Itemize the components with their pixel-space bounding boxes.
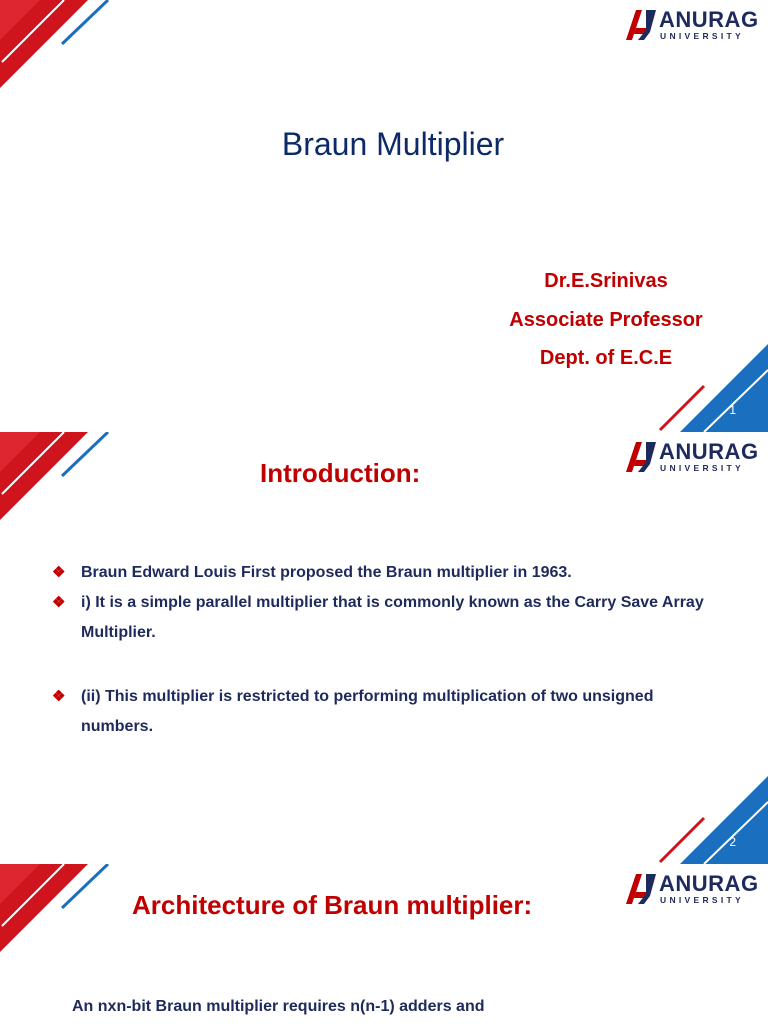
logo-wordmark: ANURAG [659,7,759,32]
corner-decoration-bottom-right [658,342,768,432]
presenter-role: Associate Professor [509,308,703,331]
list-item [52,558,720,588]
logo-mark-icon [626,874,658,904]
slide-3 [0,864,768,1024]
list-item-text: i) It is a simple parallel multiplier that is commonly known as the Carry Save Array Multiplier. [81,594,704,641]
logo-subtitle: UNIVERSITY [660,31,745,41]
logo-subtitle: UNIVERSITY [660,463,745,473]
page-number: 2 [729,835,736,849]
corner-decoration-top-left [0,0,110,90]
slide-title: Braun Multiplier [281,126,505,162]
slide-title: Architecture of Braun multiplier: [132,890,533,920]
corner-decoration-bottom-right [658,774,768,864]
logo-mark-icon [626,442,658,472]
slide-1 [0,0,768,432]
body-text: An nxn-bit Braun multiplier requires n(n-1) adders and [72,998,485,1015]
corner-decoration-top-left [0,864,110,954]
presenter-name: Dr.E.Srinivas [544,270,668,292]
diamond-bullet-icon: ❖ [52,564,66,581]
list-item [52,588,720,648]
logo-subtitle: UNIVERSITY [660,895,745,905]
list-item-text: (ii) This multiplier is restricted to performing multiplication of two unsigned numbers. [81,688,654,735]
university-logo [626,872,758,906]
diamond-bullet-icon: ❖ [52,594,66,611]
university-logo [626,8,758,42]
corner-decoration-top-left [0,432,110,522]
presenter-dept: Dept. of E.C.E [539,347,673,369]
diamond-bullet-icon: ❖ [52,688,66,705]
slide-title: Introduction: [260,458,421,488]
page-number: 1 [729,403,736,417]
bullet-list [52,558,720,742]
logo-wordmark: ANURAG [659,871,759,896]
university-logo [626,440,758,474]
logo-mark-icon [626,10,658,40]
list-item-text: Braun Edward Louis First proposed the Braun multiplier in 1963. [81,564,572,581]
slide-2 [0,432,768,864]
list-item [52,682,720,742]
logo-wordmark: ANURAG [659,439,759,464]
